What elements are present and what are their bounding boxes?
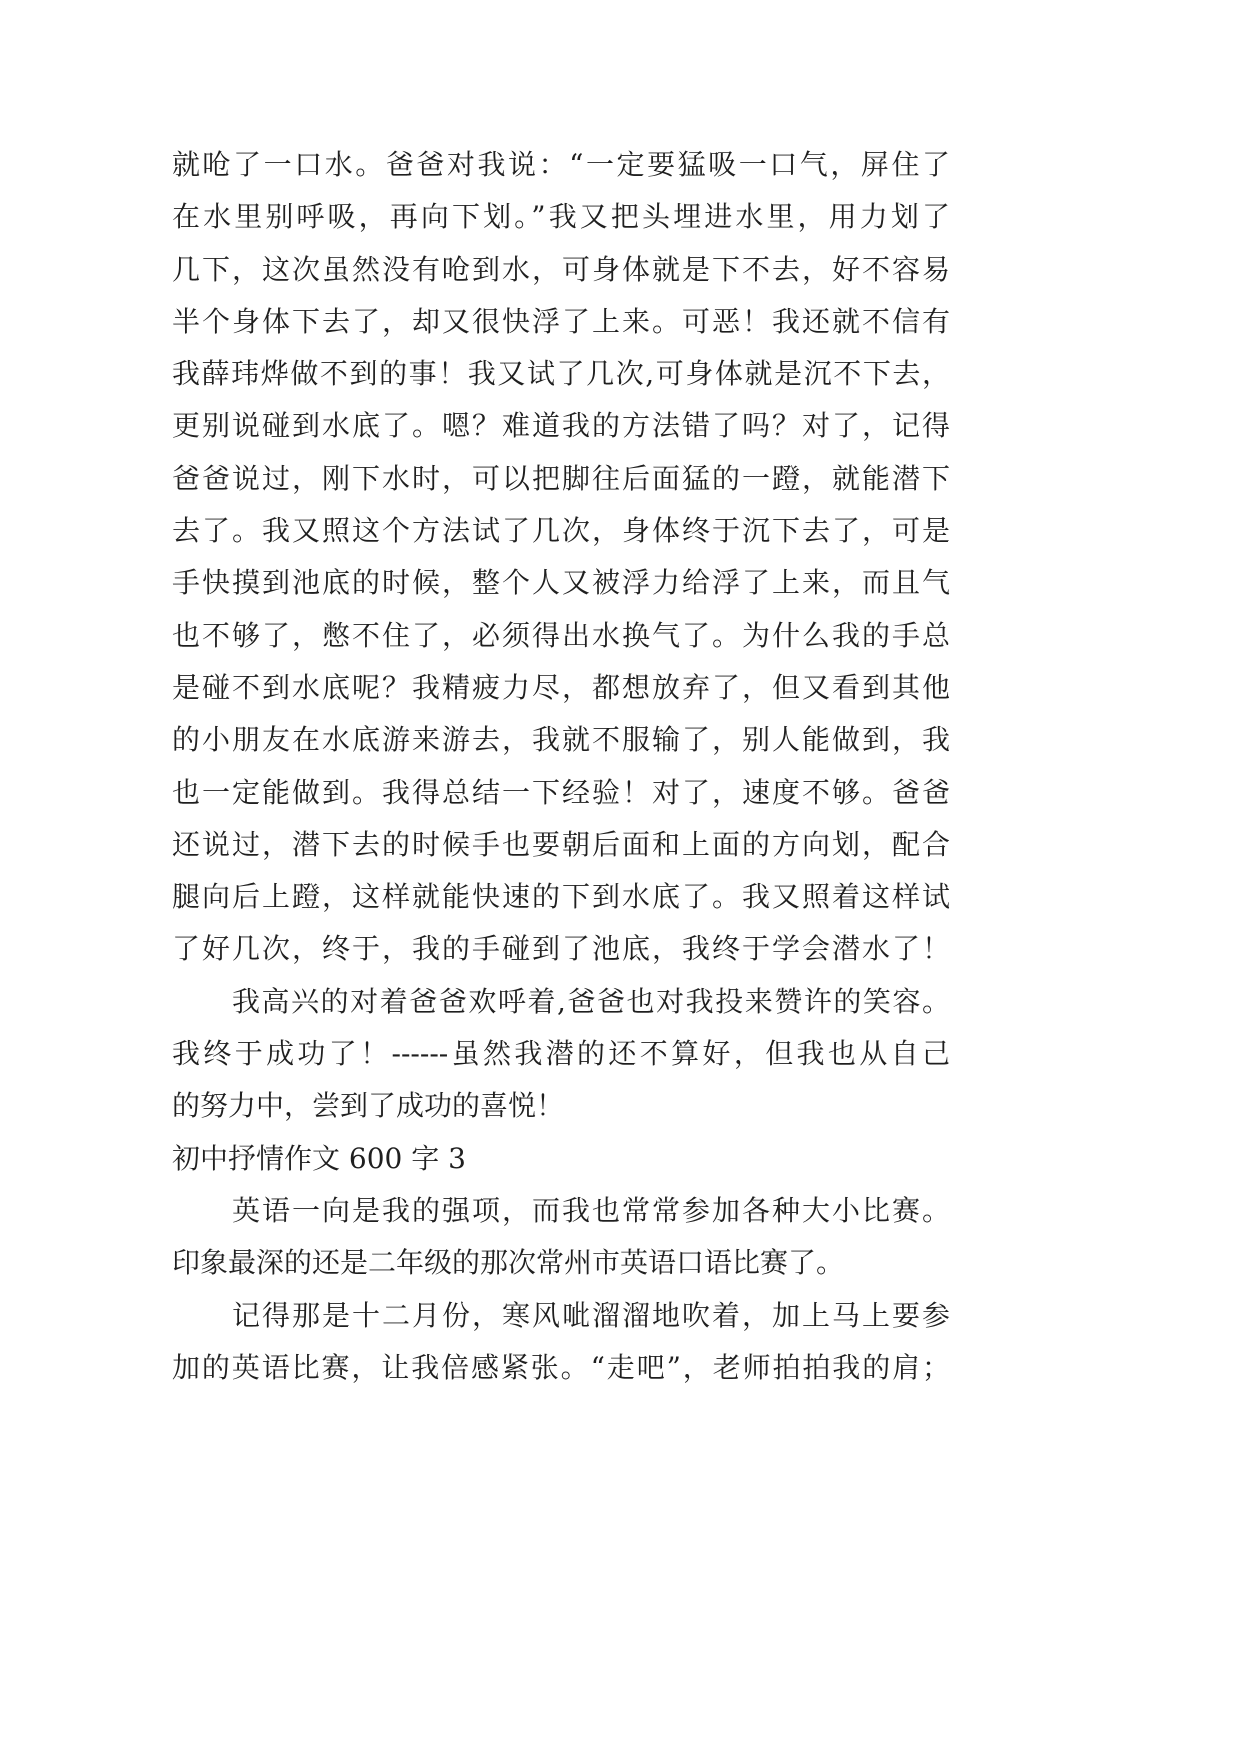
text-line: 我终于成功了！------虽然我潜的还不算好，但我也从自己: [172, 1037, 950, 1071]
text-line: 的努力中，尝到了成功的喜悦！: [172, 1089, 565, 1123]
text-line: 记得那是十二月份，寒风呲溜溜地吹着，加上马上要参: [232, 1298, 950, 1332]
text-line: 手快摸到池底的时候，整个人又被浮力给浮了上来，而且气: [172, 566, 950, 600]
text-line: 就呛了一口水。爸爸对我说：“一定要猛吸一口气，屏住了: [172, 148, 950, 181]
paragraph: [172, 1185, 950, 1290]
text-line: 我薛玮烨做不到的事！我又试了几次,可身体就是沉不下去，: [172, 357, 950, 391]
text-line: 印象最深的还是二年级的那次常州市英语口语比赛了。: [172, 1246, 845, 1280]
paragraph: [172, 1290, 950, 1395]
text-line: 是碰不到水底呢？我精疲力尽，都想放弃了，但又看到其他: [172, 670, 950, 704]
text-line: 几下，这次虽然没有呛到水，可身体就是下不去，好不容易: [172, 252, 950, 286]
text-line: 了好几次，终于，我的手碰到了池底，我终于学会潜水了！: [172, 932, 950, 966]
text-line: 我高兴的对着爸爸欢呼着,爸爸也对我投来赞许的笑容。: [232, 984, 950, 1018]
text-line: 的小朋友在水底游来游去，我就不服输了，别人能做到，我: [172, 723, 950, 757]
text-line: 也一定能做到。我得总结一下经验！对了，速度不够。爸爸: [172, 775, 950, 809]
text-line: 也不够了，憋不住了，必须得出水换气了。为什么我的手总: [172, 618, 950, 652]
text-line: 腿向后上蹬，这样就能快速的下到水底了。我又照着这样试: [172, 880, 950, 914]
text-line: 在水里别呼吸，再向下划。”我又把头埋进水里，用力划了: [172, 200, 950, 234]
text-line: 加的英语比赛，让我倍感紧张。“走吧”，老师拍拍我的肩；: [172, 1350, 950, 1384]
paragraph: [172, 976, 950, 1133]
document-body: [172, 139, 950, 1394]
text-line: 爸爸说过，刚下水时，可以把脚往后面猛的一蹬，就能潜下: [172, 461, 950, 495]
section-heading: 初中抒情作文 600 字 3: [172, 1141, 466, 1175]
text-line: 半个身体下去了，却又很快浮了上来。可恶！我还就不信有: [172, 304, 950, 338]
text-line: 更别说碰到水底了。嗯？难道我的方法错了吗？对了，记得: [172, 409, 950, 443]
text-line: 英语一向是我的强项，而我也常常参加各种大小比赛。: [232, 1193, 950, 1227]
paragraph: [172, 139, 950, 976]
text-line: 还说过，潜下去的时候手也要朝后面和上面的方向划，配合: [172, 827, 950, 861]
text-line: 去了。我又照这个方法试了几次，身体终于沉下去了，可是: [172, 514, 950, 548]
